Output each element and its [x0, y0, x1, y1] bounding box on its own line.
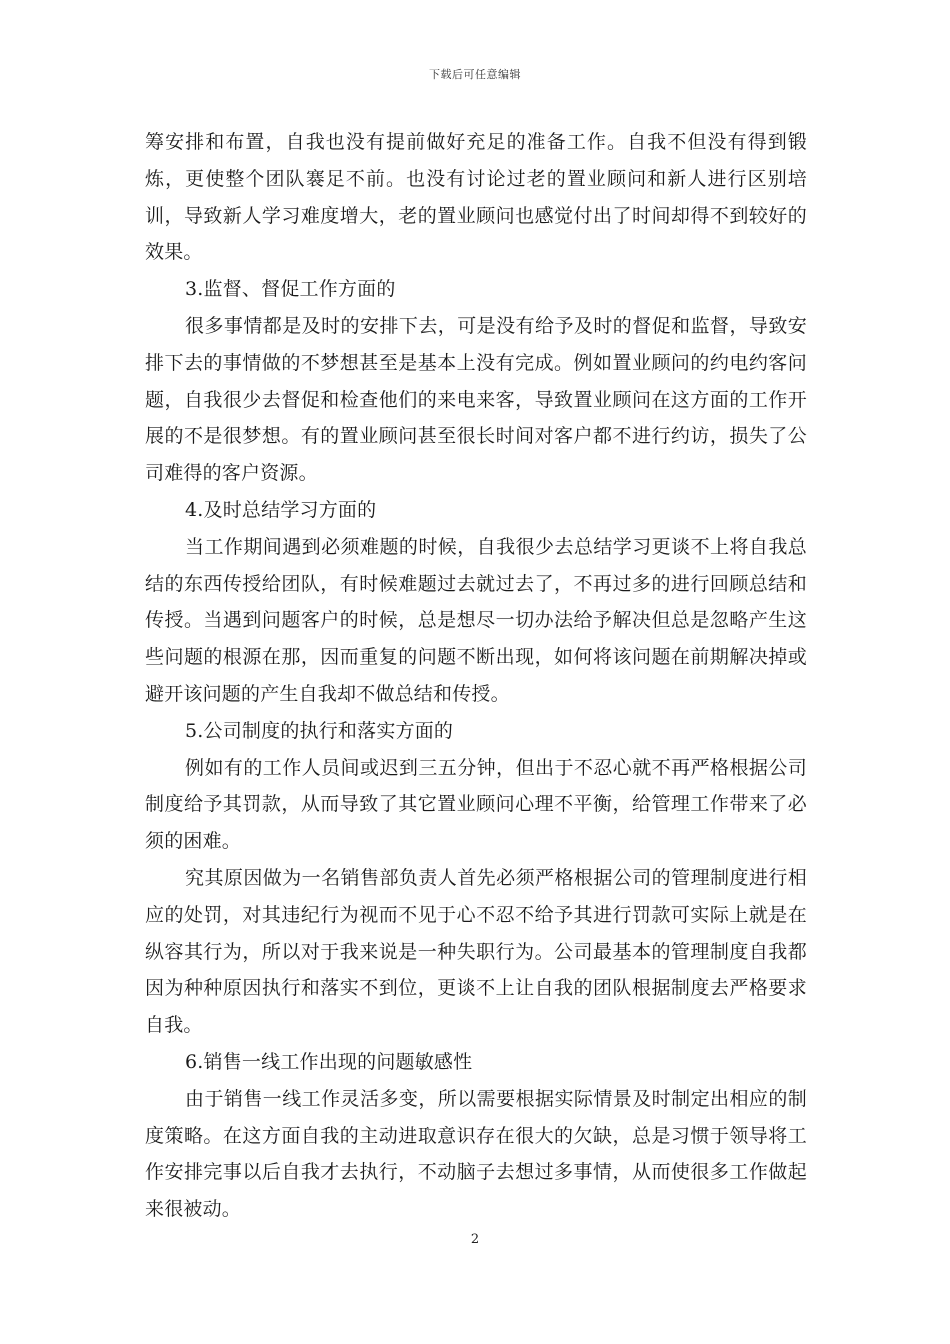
section-heading-5: 5.公司制度的执行和落实方面的 [185, 719, 454, 742]
paragraph: 例如有的工作人员间或迟到三五分钟，但出于不忍心就不再严格根据公司制度给予其罚款，从而导致了其它置业顾问心理不平衡，给管理工作带来了必须的困难。 [145, 756, 807, 853]
section-heading-3: 3.监督、督促工作方面的 [185, 278, 396, 301]
page-header: 下载后可任意编辑 [429, 68, 521, 81]
paragraph-continuation: 筹安排和布置，自我也没有提前做好充足的准备工作。自我不但没有得到锻炼，更使整个团队褰足不前。也没有讨论过老的置业顾问和新人进行区别培训，导致新人学习难度增大，老的置业顾问也感觉付出了时间却得不到较好的效果。 [145, 131, 807, 264]
section-heading-6: 6.销售一线工作出现的问题敏感性 [185, 1050, 473, 1073]
paragraph: 当工作期间遇到必须难题的时候，自我很少去总结学习更谈不上将自我总结的东西传授给团队，有时候难题过去就过去了，不再过多的进行回顾总结和传授。当遇到问题客户的时候，总是想尽一切办法给予解决但总是忽略产生这些问题的根源在那，因而重复的问题不断出现，如何将该问题在前期解决掉或避开该问题的产生自我却不做总结和传授。 [145, 535, 807, 705]
document-body [145, 124, 807, 1228]
section-heading-4: 4.及时总结学习方面的 [185, 498, 377, 521]
paragraph: 由于销售一线工作灵活多变，所以需要根据实际情景及时制定出相应的制度策略。在这方面自我的主动进取意识存在很大的欠缺，总是习惯于领导将工作安排完事以后自我才去执行，不动脑子去想过多事情，从而使很多工作做起来很被动。 [145, 1087, 807, 1221]
paragraph: 究其原因做为一名销售部负责人首先必须严格根据公司的管理制度进行相应的处罚，对其违纪行为视而不见于心不忍不给予其进行罚款可实际上就是在纵容其行为，所以对于我来说是一种失职行为。公司最基本的管理制度自我都因为种种原因执行和落实不到位，更谈不上让自我的团队根据制度去严格要求自我。 [145, 866, 807, 1037]
page-number: 2 [470, 1232, 480, 1247]
paragraph: 很多事情都是及时的安排下去，可是没有给予及时的督促和监督，导致安排下去的事情做的不梦想甚至是基本上没有完成。例如置业顾问的约电约客问题，自我很少去督促和检查他们的来电来客，导致置业顾问在这方面的工作开展的不是很梦想。有的置业顾问甚至很长时间对客户都不进行约访，损失了公司难得的客户资源。 [145, 314, 807, 485]
